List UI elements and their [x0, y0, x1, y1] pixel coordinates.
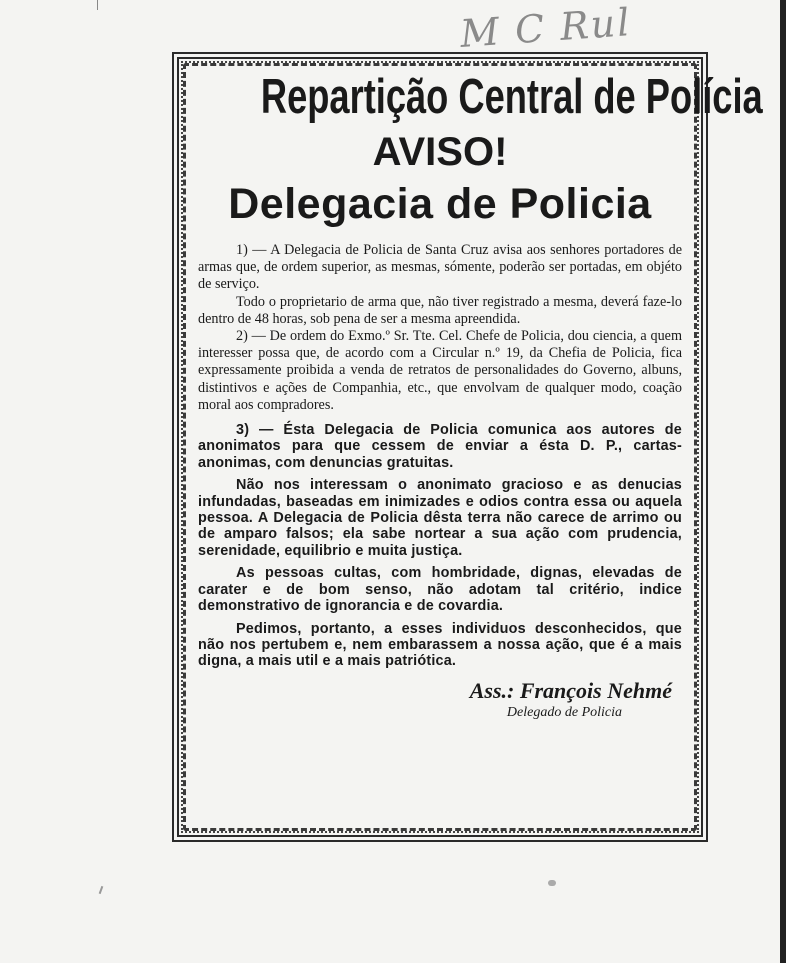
paragraph-2: 2) — De ordem do Exmo.º Sr. Tte. Cel. Chefe de Policia, dou ciencia, a quem interesser possa que, de acordo com a Circular n.º 19, da Chefia de Policia, fica expressamente proibida a venda de retratos de personalidades do Governo, albuns, distintivos e ações de Companhia, etc., que envolvam de qualquer modo, coação moral aos compradores. — [198, 328, 682, 413]
scan-edge-shadow — [780, 0, 786, 963]
bold-paragraph-pedimos: Pedimos, portanto, a esses individuos desconhecidos, que não nos pertubem e, nem embarassem a nossa ação, que é a mais digna, a mais util e a mais patriótica. — [198, 620, 682, 670]
scan-tick-mark — [99, 886, 104, 894]
heading-delegacia: Delegacia de Policia — [228, 180, 652, 228]
paragraph-1: 1) — A Delegacia de Policia de Santa Cruz avisa aos senhores portadores de armas que, de ordem superior, as mesmas, sómente, poderão ser portadas, em objéto de serviço. — [198, 242, 682, 293]
bold-paragraph-anonimato: Não nos interessam o anonimato gracioso e as denucias infundadas, baseadas em inimizades e odios contra essa ou aquela pessoa. A Delegacia de Policia dêsta terra não carece de arrimo ou de amparo falsos; ela sabe nortear a sua ação com prudencia, serenidade, equilibrio e muita justiça. — [198, 477, 682, 559]
heading-aviso: AVISO! — [372, 130, 508, 174]
bold-section — [198, 422, 682, 670]
scan-speck — [548, 880, 556, 886]
bold-paragraph-3: 3) — Ésta Delegacia de Policia comunica aos autores de anonimatos para que cessem de enviar a ésta D. P., cartas-anonimas, com denuncias gratuitas. — [198, 422, 682, 471]
notice-content — [198, 66, 763, 722]
bold-paragraph-pessoas-cultas: As pessoas cultas, com hombridade, dignas, elevadas de carater e de bom senso, não adotam tal critério, indice demonstrativo de ignorancia e de covardia. — [198, 565, 682, 615]
scan-edge-mark — [97, 0, 98, 10]
signature: Ass.: François Nehmé — [469, 677, 672, 703]
faint-stamp — [690, 10, 780, 20]
handwritten-annotation: M C Rul — [458, 0, 633, 56]
paragraph-1b: Todo o proprietario de arma que, não tiver registrado a mesma, deverá faze-lo dentro de 48 horas, sob pena de ser a mesma apreendida. — [198, 293, 682, 327]
signature-role: Delegado de Policia — [506, 704, 622, 720]
heading-repartition: Repartição Central de Polícia — [260, 70, 763, 124]
